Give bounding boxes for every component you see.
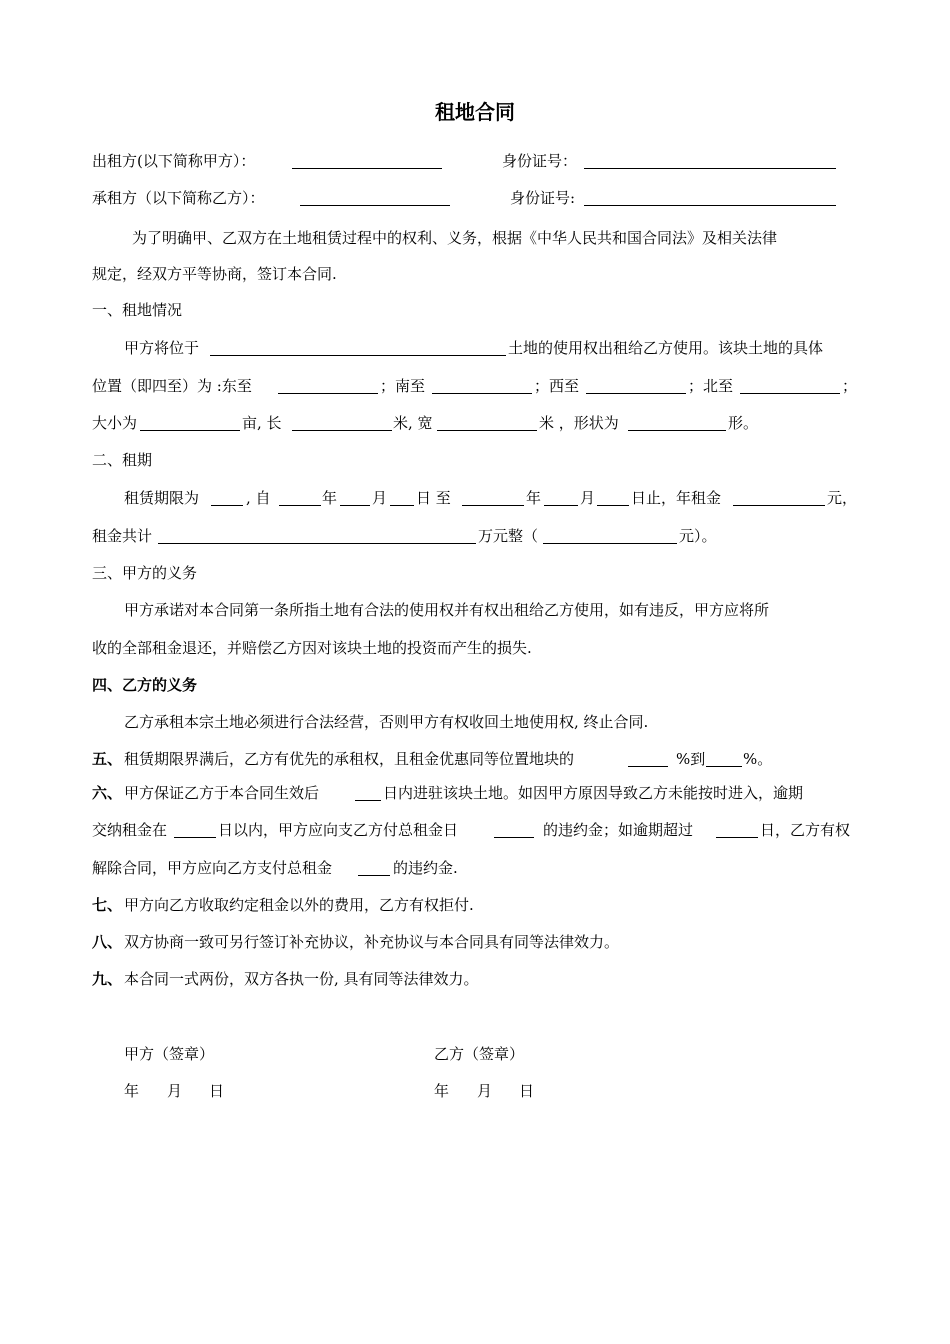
shape-blank[interactable] bbox=[628, 430, 726, 431]
lessee-id-blank[interactable] bbox=[584, 205, 836, 206]
s4-line-1: 乙方承租本宗土地必须进行合法经营，否则甲方有权收回土地使用权, 终止合同. bbox=[124, 713, 649, 731]
end-year-blank[interactable] bbox=[462, 505, 524, 506]
s1-text: 甲方将位于 bbox=[124, 339, 200, 357]
s1-text: ； bbox=[842, 377, 858, 395]
document-title: 租地合同 bbox=[435, 100, 515, 124]
entry-days-blank[interactable] bbox=[355, 800, 381, 801]
total-rent-words-blank[interactable] bbox=[158, 543, 476, 544]
section-8-number: 八、 bbox=[92, 933, 123, 951]
s1-text: 土地的使用权出租给乙方使用。该块土地的具体 bbox=[508, 339, 824, 357]
penalty-rate-blank[interactable] bbox=[494, 837, 534, 838]
annual-rent-blank[interactable] bbox=[733, 505, 825, 506]
start-month-blank[interactable] bbox=[340, 505, 370, 506]
section-5-number: 五、 bbox=[92, 750, 123, 768]
s1-text: ；北至 bbox=[688, 377, 734, 395]
start-year-blank[interactable] bbox=[279, 505, 321, 506]
width-blank[interactable] bbox=[437, 430, 537, 431]
intro-line-1: 为了明确甲、乙双方在土地租赁过程中的权利、义务，根据《中华人民共和国合同法》及相关法律 bbox=[132, 229, 778, 247]
section-1-heading: 一、租地情况 bbox=[92, 301, 183, 319]
lessee-name-blank[interactable] bbox=[300, 205, 450, 206]
s1-text: 米, 宽 bbox=[393, 414, 433, 432]
lease-term-blank[interactable] bbox=[211, 505, 243, 506]
s2-text: 元）。 bbox=[679, 527, 717, 545]
s8-text: 双方协商一致可另行签订补充协议，补充协议与本合同具有同等法律效力。 bbox=[124, 933, 620, 951]
lessor-id-label: 身份证号： bbox=[502, 152, 578, 170]
s6-text: 解除合同，甲方应向乙方支付总租金 bbox=[92, 859, 333, 877]
s6-text: 日，乙方有权 bbox=[760, 821, 851, 839]
land-location-blank[interactable] bbox=[210, 355, 506, 356]
start-day-blank[interactable] bbox=[390, 505, 414, 506]
s2-text: 月 bbox=[580, 489, 596, 507]
s1-text: 亩, 长 bbox=[242, 414, 282, 432]
end-month-blank[interactable] bbox=[544, 505, 578, 506]
s3-line-2: 收的全部租金退还，并赔偿乙方因对该块土地的投资而产生的损失. bbox=[92, 639, 532, 657]
s2-text: , 自 bbox=[246, 489, 271, 507]
s5-text: %到 bbox=[676, 750, 706, 768]
s2-text: 元， bbox=[827, 489, 858, 507]
party-a-date-month: 月 bbox=[167, 1082, 183, 1100]
s2-text: 年 bbox=[526, 489, 542, 507]
s6-text: 日内进驻该块土地。如因甲方原因导致乙方未能按时进入，逾期 bbox=[383, 784, 804, 802]
s2-text: 年 bbox=[322, 489, 338, 507]
s6-text: 的违约金；如逾期超过 bbox=[543, 821, 694, 839]
total-rent-number-blank[interactable] bbox=[543, 543, 677, 544]
discount-max-blank[interactable] bbox=[706, 766, 742, 767]
area-blank[interactable] bbox=[140, 430, 240, 431]
s2-text: 日止，年租金 bbox=[631, 489, 722, 507]
section-2-heading: 二、租期 bbox=[92, 451, 153, 469]
lessee-id-label: 身份证号: bbox=[510, 189, 576, 207]
s3-line-1: 甲方承诺对本合同第一条所指土地有合法的使用权并有权出租给乙方使用，如有违反，甲方应将所 bbox=[124, 601, 770, 619]
termination-penalty-blank[interactable] bbox=[358, 875, 390, 876]
party-a-signature-label: 甲方（签章） bbox=[124, 1045, 215, 1063]
party-b-signature-label: 乙方（签章） bbox=[434, 1045, 525, 1063]
party-b-date-day: 日 bbox=[519, 1082, 535, 1100]
lessor-label: 出租方(以下简称甲方）： bbox=[92, 152, 256, 170]
party-a-date-day: 日 bbox=[209, 1082, 225, 1100]
lessor-id-blank[interactable] bbox=[584, 168, 836, 169]
s7-text: 甲方向乙方收取约定租金以外的费用，乙方有权拒付. bbox=[124, 896, 474, 914]
section-3-heading: 三、甲方的义务 bbox=[92, 564, 198, 582]
s2-text: 万元整（ bbox=[478, 527, 539, 545]
north-boundary-blank[interactable] bbox=[740, 393, 840, 394]
late-days-blank[interactable] bbox=[174, 837, 216, 838]
section-9-number: 九、 bbox=[92, 970, 123, 988]
s2-text: 租金共计 bbox=[92, 527, 153, 545]
overdue-days-blank[interactable] bbox=[716, 837, 758, 838]
lessor-name-blank[interactable] bbox=[292, 168, 442, 169]
east-boundary-blank[interactable] bbox=[278, 393, 378, 394]
s1-text: 米 ，形状为 bbox=[539, 414, 619, 432]
s9-text: 本合同一式两份，双方各执一份, 具有同等法律效力。 bbox=[124, 970, 479, 988]
discount-min-blank[interactable] bbox=[628, 766, 668, 767]
intro-line-2: 规定，经双方平等协商，签订本合同. bbox=[92, 265, 337, 283]
south-boundary-blank[interactable] bbox=[432, 393, 532, 394]
section-6-number: 六、 bbox=[92, 784, 123, 802]
s2-text: 日 至 bbox=[416, 489, 451, 507]
section-4-heading: 四、乙方的义务 bbox=[92, 676, 198, 694]
s6-text: 的违约金. bbox=[393, 859, 458, 877]
s2-text: 租赁期限为 bbox=[124, 489, 200, 507]
s2-text: 月 bbox=[372, 489, 388, 507]
s5-text: %。 bbox=[743, 750, 773, 768]
s1-text: 大小为 bbox=[92, 414, 138, 432]
length-blank[interactable] bbox=[292, 430, 392, 431]
lessee-label: 承租方（以下简称乙方）： bbox=[92, 189, 265, 207]
party-b-date-year: 年 bbox=[434, 1082, 450, 1100]
party-b-date-month: 月 bbox=[477, 1082, 493, 1100]
s1-text: 位置（即四至）为 :东至 bbox=[92, 377, 252, 395]
s6-text: 甲方保证乙方于本合同生效后 bbox=[124, 784, 320, 802]
s1-text: 形。 bbox=[728, 414, 759, 432]
end-day-blank[interactable] bbox=[597, 505, 629, 506]
s1-text: ；西至 bbox=[534, 377, 580, 395]
s6-text: 日以内，甲方应向支乙方付总租金日 bbox=[218, 821, 459, 839]
s6-text: 交纳租金在 bbox=[92, 821, 168, 839]
section-7-number: 七、 bbox=[92, 896, 123, 914]
party-a-date-year: 年 bbox=[124, 1082, 140, 1100]
west-boundary-blank[interactable] bbox=[586, 393, 686, 394]
s5-text: 租赁期限界满后，乙方有优先的承租权，且租金优惠同等位置地块的 bbox=[124, 750, 575, 768]
s1-text: ；南至 bbox=[380, 377, 426, 395]
